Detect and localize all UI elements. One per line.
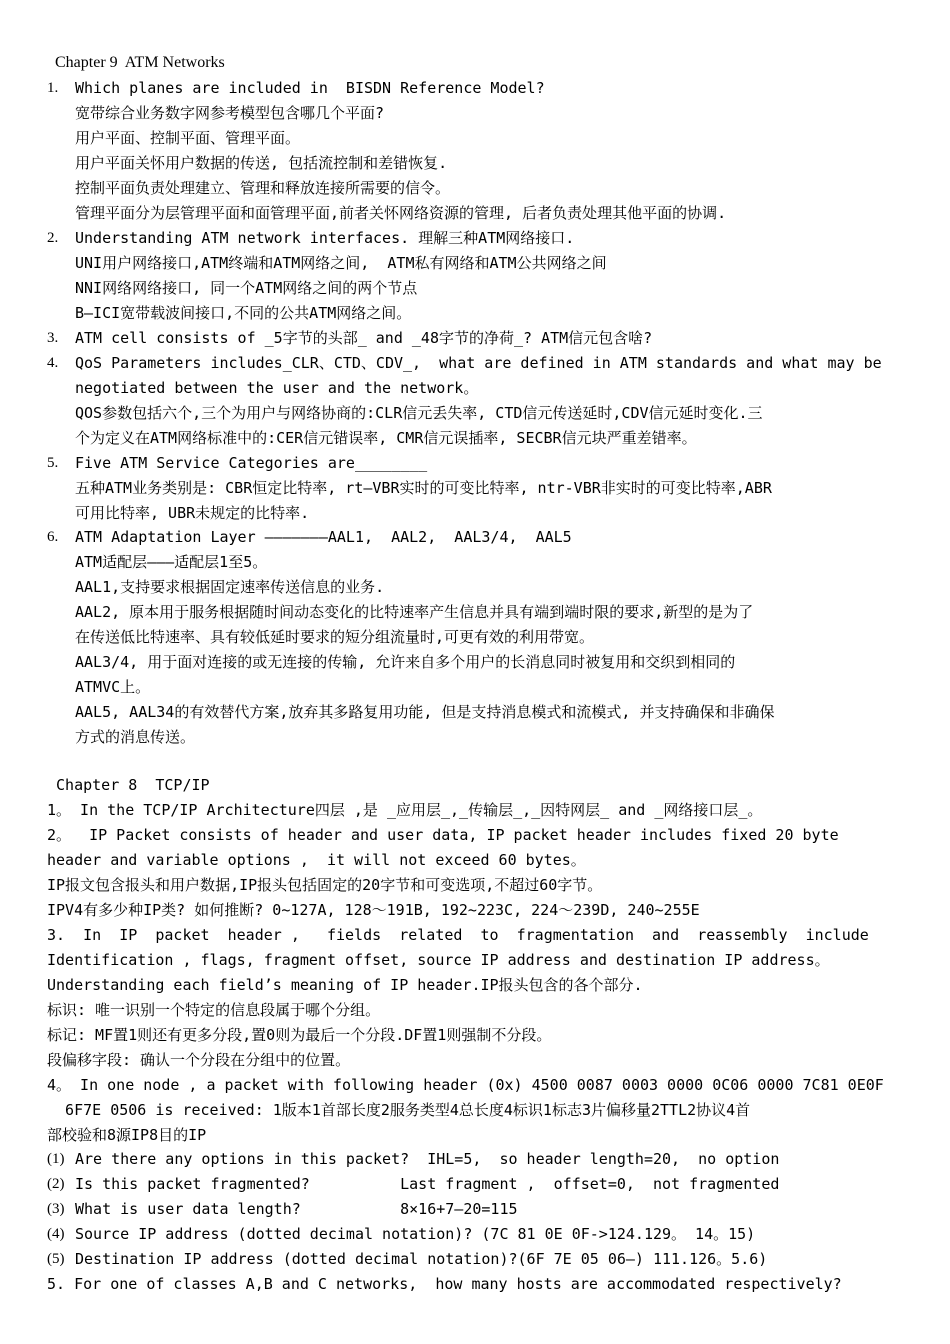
q5-line-2: 五种ATM业务类别是: CBR恒定比特率, rt—VBR实时的可变比特率, ntr-VBR非实时的可变比特率,ABR (75, 479, 772, 497)
q1-line-3: 用户平面、控制平面、管理平面。 (75, 129, 301, 147)
q4-number: 4. (47, 355, 59, 371)
chapter-8-heading: Chapter 8 TCP/IP (47, 776, 210, 794)
c8-q4-line-1: 4。 In one node , a packet with following header (0x) 4500 0087 0003 0000 0C06 0000 7C81 0E0F (47, 1076, 884, 1094)
c8-q4-sub-1-number: (1) (47, 1151, 65, 1167)
q1-line-5: 控制平面负责处理建立、管理和释放连接所需要的信令。 (75, 179, 451, 197)
c8-q4-line-2: 6F7E 0506 is received: 1版本1首部长度2服务类型4总长度4标识1标志3片偏移量2TTL2协议4首 (47, 1101, 751, 1119)
c8-q3-line-4: 标识: 唯一识别一个特定的信息段属于哪个分组。 (47, 1001, 381, 1019)
q1-line-6: 管理平面分为层管理平面和面管理平面,前者关怀网络资源的管理, 后者负责处理其他平面的协调. (75, 204, 727, 222)
q6-line-9: 方式的消息传送。 (75, 728, 196, 746)
q4-line-1: QoS Parameters includes_CLR、CTD、CDV_, what are defined in ATM standards and what may be (75, 354, 882, 372)
c8-q3-line-2: Identification , flags, fragment offset, source IP address and destination IP address。 (47, 951, 830, 969)
q6-line-3: AAL1,支持要求根据固定速率传送信息的业务. (75, 578, 385, 596)
q1-line-1: Which planes are included in BISDN Reference Model? (75, 79, 545, 97)
q6-line-6: AAL3/4, 用于面对连接的或无连接的传输, 允许来自多个用户的长消息同时被复用和交织到相同的 (75, 653, 736, 671)
c8-q4-sub-5-text: Destination IP address (dotted decimal notation)?(6F 7E 05 06—) 111.126。5.6) (75, 1250, 768, 1268)
q6-line-2: ATM适配层———适配层1至5。 (75, 553, 268, 571)
q2-line-1: Understanding ATM network interfaces. 理解三种ATM网络接口. (75, 229, 575, 247)
chapter-9-heading: Chapter 9 ATM Networks (55, 54, 225, 71)
c8-q1-line: 1。 In the TCP/IP Architecture四层 ,是 _应用层_,_传输层_,_因特网层_ and _网络接口层_。 (47, 801, 763, 819)
c8-q4-sub-4-number: (4) (47, 1226, 65, 1242)
q4-line-2: negotiated between the user and the network。 (75, 379, 479, 397)
q1-line-4: 用户平面关怀用户数据的传送, 包括流控制和差错恢复. (75, 154, 448, 172)
q6-line-1: ATM Adaptation Layer ———————AAL1, AAL2, AAL3/4, AAL5 (75, 528, 572, 546)
q4-line-4: 个为定义在ATM网络标准中的:CER信元错误率, CMR信元误插率, SECBR信元块严重差错率。 (75, 429, 697, 447)
c8-q4-sub-1-text: Are there any options in this packet? IHL=5, so header length=20, no option (75, 1150, 780, 1168)
c8-q2-line-3: IP报文包含报头和用户数据,IP报头包括固定的20字节和可变选项,不超过60字节。 (47, 876, 603, 894)
q1-line-2: 宽带综合业务数字网参考模型包含哪几个平面? (75, 104, 385, 122)
q5-line-3: 可用比特率, UBR未规定的比特率. (75, 504, 310, 522)
c8-q3-line-6: 段偏移字段: 确认一个分段在分组中的位置。 (47, 1051, 351, 1069)
q2-number: 2. (47, 230, 59, 246)
c8-q3-line-1: 3. In IP packet header , fields related to fragmentation and reassembly include (47, 926, 869, 944)
c8-q4-sub-2-text: Is this packet fragmented? Last fragment , offset=0, not fragmented (75, 1175, 780, 1193)
c8-q2-line-4: IPV4有多少种IP类? 如何推断? 0~127A, 128～191B, 192~223C, 224～239D, 240~255E (47, 901, 700, 919)
q5-number: 5. (47, 455, 59, 471)
q3-line-1: ATM cell consists of _5字节的头部_ and _48字节的净荷_? ATM信元包含啥? (75, 329, 653, 347)
c8-q2-line-1: 2。 IP Packet consists of header and user data, IP packet header includes fixed 20 byte (47, 826, 839, 844)
q6-line-4: AAL2, 原本用于服务根据随时间动态变化的比特速率产生信息并具有端到端时限的要求,新型的是为了 (75, 603, 754, 621)
q6-number: 6. (47, 529, 59, 545)
q6-line-8: AAL5, AAL34的有效替代方案,放弃其多路复用功能, 但是支持消息模式和流模式, 并支持确保和非确保 (75, 703, 775, 721)
q6-line-7: ATMVC上。 (75, 678, 151, 696)
c8-q3-line-5: 标记: MF置1则还有更多分段,置0则为最后一个分段.DF置1则强制不分段。 (47, 1026, 552, 1044)
c8-q3-line-3: Understanding each field’s meaning of IP header.IP报头包含的各个部分. (47, 976, 643, 994)
q5-line-1: Five ATM Service Categories are________ (75, 454, 428, 472)
c8-q2-line-2: header and variable options , it will not exceed 60 bytes。 (47, 851, 586, 869)
q3-number: 3. (47, 330, 59, 346)
c8-q4-sub-3-text: What is user data length? 8×16+7—20=115 (75, 1200, 518, 1218)
c8-q4-sub-5-number: (5) (47, 1251, 65, 1267)
c8-q4-sub-4-text: Source IP address (dotted decimal notation)? (7C 81 0E 0F->124.129。 14。15) (75, 1225, 756, 1243)
c8-q4-sub-2-number: (2) (47, 1176, 65, 1192)
q4-line-3: QOS参数包括六个,三个为用户与网络协商的:CLR信元丢失率, CTD信元传送延时,CDV信元延时变化.三 (75, 404, 763, 422)
c8-q5-line: 5. For one of classes A,B and C networks, how many hosts are accommodated respectively? (47, 1275, 842, 1293)
q6-line-5: 在传送低比特速率、具有较低延时要求的短分组流量时,可更有效的利用带宽。 (75, 628, 595, 646)
c8-q4-line-3: 部校验和8源IP8目的IP (47, 1126, 207, 1144)
c8-q4-sub-3-number: (3) (47, 1201, 65, 1217)
q1-number: 1. (47, 80, 59, 96)
q2-line-2: UNI用户网络接口,ATM终端和ATM网络之间, ATM私有网络和ATM公共网络之间 (75, 254, 607, 272)
q2-line-3: NNI网络网络接口, 同一个ATM网络之间的两个节点 (75, 279, 418, 297)
q2-line-4: B—ICI宽带载波间接口,不同的公共ATM网络之间。 (75, 304, 412, 322)
